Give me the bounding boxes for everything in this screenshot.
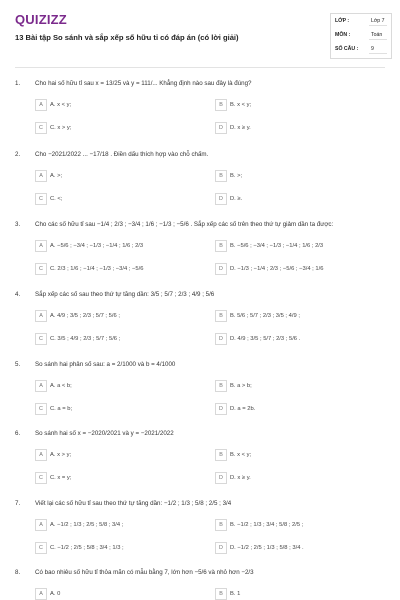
question-2 (0, 150, 400, 220)
question-number: 5. (15, 361, 21, 368)
question-3 (0, 220, 400, 290)
option-letter-box: A (35, 449, 47, 461)
option-letter-box: B (215, 310, 227, 322)
question-number: 6. (15, 430, 21, 437)
option-text: A. x < y; (50, 102, 72, 108)
option-text: A. −5/6 ; −3/4 ; −1/3 ; −1/4 ; 1/6 ; 2/3 (50, 243, 144, 249)
option-letter-box: A (35, 380, 47, 392)
option-letter-box: A (35, 519, 47, 531)
option-text: D. x ≥ y. (230, 475, 251, 481)
option-letter-box: D (215, 263, 227, 275)
question-text: So sánh hai phân số sau: a = 2/1000 và b = 4/1000 (35, 361, 176, 368)
option-text: A. x > y; (50, 452, 72, 458)
info-row-count (335, 44, 387, 54)
option-letter-box: A (35, 99, 47, 111)
option-text: B. x < y; (230, 102, 252, 108)
info-label: LỚP : (335, 18, 350, 24)
option-text: C. x = y; (50, 475, 72, 481)
option-letter-box: C (35, 122, 47, 134)
option-text: D. x ≥ y. (230, 125, 251, 131)
question-number: 4. (15, 291, 21, 298)
option-text: D. ≥. (230, 196, 243, 202)
option-letter-box: D (215, 403, 227, 415)
question-text: Viết lại các số hữu tỉ sau theo thứ tự tăng dần: −1/2 ; 1/3 ; 5/8 ; 2/5 ; 3/4 (35, 500, 232, 507)
option-text: D. 4/9 ; 3/5 ; 5/7 ; 2/3 ; 5/6 . (230, 336, 301, 342)
option-letter-box: B (215, 519, 227, 531)
question-text: Sắp xếp các số sau theo thứ tự tăng dần: 3/5 ; 5/7 ; 2/3 ; 4/9 ; 5/6 (35, 291, 215, 298)
question-8 (0, 568, 400, 600)
question-number: 1. (15, 80, 21, 87)
option-letter-box: A (35, 310, 47, 322)
question-5 (0, 360, 400, 430)
quizizz-logo: QUIZIZZ (15, 12, 67, 27)
option-text: C. x > y; (50, 125, 72, 131)
question-6 (0, 429, 400, 499)
option-letter-box: C (35, 333, 47, 345)
question-text: Cho −2021/2022 ... −17/18 . Điền dấu thích hợp vào chỗ chấm. (35, 151, 209, 158)
option-letter-box: A (35, 170, 47, 182)
option-text: B. >; (230, 173, 243, 179)
option-text: A. 0 (50, 591, 61, 597)
option-text: C. −1/2 ; 2/5 ; 5/8 ; 3/4 ; 1/3 ; (50, 545, 124, 551)
worksheet-header (0, 0, 400, 62)
question-text: Cho các số hữu tỉ sau −1/4 ; 2/3 ; −3/4 ; 1/6 ; −1/3 ; −5/6 . Sắp xếp các số trên theo thứ tự giảm dần ta được: (35, 221, 334, 228)
option-letter-box: B (215, 170, 227, 182)
option-letter-box: C (35, 263, 47, 275)
option-text: C. 2/3 ; 1/6 ; −1/4 ; −1/3 ; −3/4 ; −5/6 (50, 266, 144, 272)
question-number: 3. (15, 221, 21, 228)
question-7 (0, 499, 400, 569)
question-text: Cho hai số hữu tỉ sau x = 13/25 và y = 111/... Khẳng định nào sau đây là đúng? (35, 80, 252, 87)
info-value: Lớp 7 (371, 18, 385, 24)
option-letter-box: D (215, 122, 227, 134)
option-text: B. −5/6 ; −3/4 ; −1/3 ; −1/4 ; 1/6 ; 2/3 (230, 243, 324, 249)
question-text: So sánh hai số x = −2020/2021 và y = −2021/2022 (35, 430, 174, 437)
option-letter-box: D (215, 193, 227, 205)
header-divider (15, 67, 385, 68)
info-value: Toán (371, 32, 383, 38)
page-title: 13 Bài tập So sánh và sắp xếp số hữu tỉ có đáp án (có lời giải) (15, 33, 239, 42)
option-text: A. >; (50, 173, 63, 179)
option-letter-box: B (215, 240, 227, 252)
option-letter-box: D (215, 333, 227, 345)
option-letter-box: D (215, 542, 227, 554)
option-letter-box: D (215, 472, 227, 484)
option-text: A. −1/2 ; 1/3 ; 2/5 ; 5/8 ; 3/4 ; (50, 522, 124, 528)
info-label: SỐ CÂU : (335, 46, 359, 52)
option-letter-box: C (35, 542, 47, 554)
option-letter-box: B (215, 99, 227, 111)
question-number: 2. (15, 151, 21, 158)
option-text: B. a > b; (230, 383, 252, 389)
option-text: A. a < b; (50, 383, 72, 389)
option-text: D. a = 2b. (230, 406, 256, 412)
option-letter-box: C (35, 193, 47, 205)
question-1 (0, 79, 400, 149)
option-letter-box: B (215, 380, 227, 392)
option-letter-box: A (35, 240, 47, 252)
info-row-class (335, 16, 387, 26)
option-letter-box: B (215, 449, 227, 461)
option-text: B. 5/6 ; 5/7 ; 2/3 ; 3/5 ; 4/9 ; (230, 313, 300, 319)
info-row-subject (335, 30, 387, 40)
info-value: 9 (371, 46, 374, 52)
info-label: MÔN : (335, 32, 351, 38)
question-number: 8. (15, 569, 21, 576)
question-number: 7. (15, 500, 21, 507)
option-letter-box: C (35, 472, 47, 484)
info-divider (369, 25, 387, 26)
option-text: C. a = b; (50, 406, 73, 412)
option-text: A. 4/9 ; 3/5 ; 2/3 ; 5/7 ; 5/6 ; (50, 313, 120, 319)
question-4 (0, 290, 400, 360)
option-text: B. −1/2 ; 1/3 ; 3/4 ; 5/8 ; 2/5 ; (230, 522, 304, 528)
question-text: Có bao nhiêu số hữu tỉ thỏa mãn có mẫu bằng 7, lớn hơn −5/6 và nhỏ hơn −2/3 (35, 569, 254, 576)
option-text: C. <; (50, 196, 63, 202)
option-letter-box: C (35, 403, 47, 415)
option-letter-box: B (215, 588, 227, 600)
option-text: B. x < y; (230, 452, 252, 458)
option-text: B. 1 (230, 591, 241, 597)
info-divider (369, 53, 387, 54)
option-text: C. 3/5 ; 4/9 ; 2/3 ; 5/7 ; 5/6 ; (50, 336, 121, 342)
option-text: D. −1/2 ; 2/5 ; 1/3 ; 5/8 ; 3/4 . (230, 545, 304, 551)
option-letter-box: A (35, 588, 47, 600)
info-box (330, 13, 392, 59)
info-divider (369, 39, 387, 40)
option-text: D. −1/3 ; −1/4 ; 2/3 ; −5/6 ; −3/4 ; 1/6 (230, 266, 324, 272)
